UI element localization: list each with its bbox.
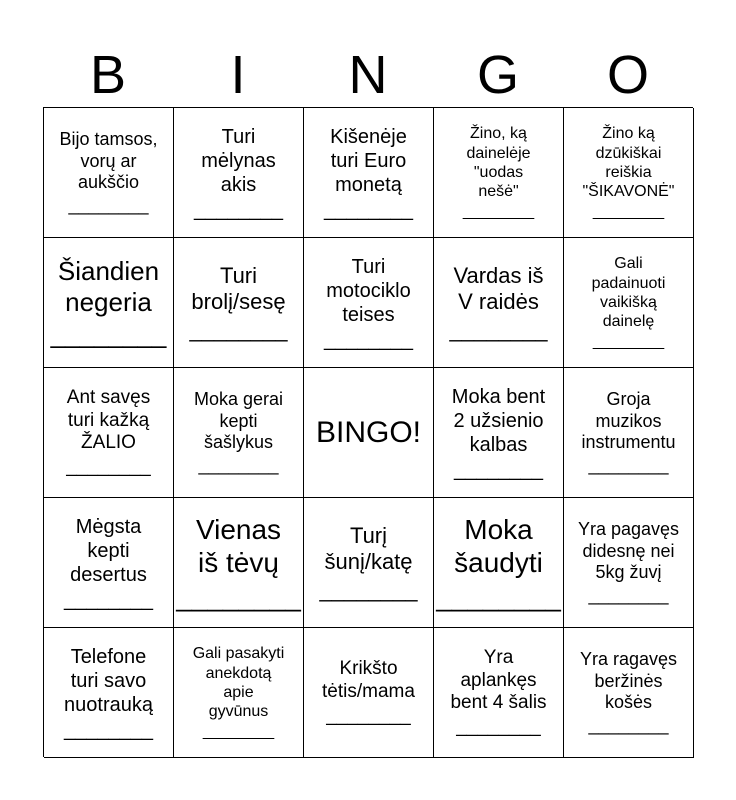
bingo-cell-r4c2[interactable] [174, 498, 304, 628]
cell-answer-line: ________ [66, 456, 151, 478]
bingo-cell-r4c5[interactable] [564, 498, 694, 628]
header-letter-b: B [89, 45, 127, 105]
header-letter-i: I [230, 45, 246, 105]
cell-answer-line: ________ [202, 723, 275, 741]
cell-answer-line: ________ [326, 704, 411, 726]
cell-text: Turi mėlynas akis [201, 125, 276, 196]
bingo-cell-r4c3[interactable] [304, 498, 434, 628]
cell-text: Vardas iš V raidės [453, 263, 544, 315]
bingo-cell-r5c3[interactable] [304, 628, 434, 758]
cell-answer-line: ________ [198, 454, 279, 475]
cell-answer-line: ________ [456, 716, 541, 738]
bingo-cell-r2c1[interactable] [44, 238, 174, 368]
bingo-cell-r5c5[interactable] [564, 628, 694, 758]
bingo-cell-r4c1[interactable] [44, 498, 174, 628]
cell-answer-line: ________ [592, 203, 665, 221]
cell-text: Šiandien negeria [57, 256, 160, 318]
bingo-cell-r5c2[interactable] [174, 628, 304, 758]
cell-answer-line: ________ [449, 316, 548, 342]
bingo-header [43, 44, 693, 106]
cell-text: Gali pasakyti anekdotą apie gyvūnus [192, 645, 285, 720]
bingo-cell-r3c1[interactable] [44, 368, 174, 498]
cell-answer-line: ________ [454, 458, 543, 481]
cell-answer-line: ________ [436, 580, 561, 612]
header-letter-o: O [606, 45, 649, 105]
bingo-free-space[interactable] [304, 368, 434, 498]
cell-answer-line: ________ [588, 454, 669, 475]
header-letter-g: G [476, 45, 519, 105]
cell-text: Yra ragavęs beržinės košės [579, 649, 678, 713]
cell-text: Moka gerai kepti šašlykus [193, 389, 284, 453]
cell-answer-line: ________ [324, 198, 413, 221]
header-letter-n: N [348, 45, 388, 105]
cell-answer-line: ________ [319, 576, 418, 602]
cell-text: Yra aplankęs bent 4 šalis [450, 646, 547, 714]
cell-text: Moka šaudyti [454, 513, 543, 579]
bingo-cell-r2c4[interactable] [434, 238, 564, 368]
cell-answer-line: ________ [189, 316, 288, 342]
cell-answer-line: ________ [176, 580, 301, 612]
cell-text: Yra pagavęs didesnę nei 5kg žuvį [577, 519, 680, 583]
bingo-cell-r3c4[interactable] [434, 368, 564, 498]
cell-text: Žino ką dzūkiškai reiškia "ŠIKAVONĖ" [582, 125, 675, 200]
cell-text: Kišenėje turi Euro monetą [330, 125, 407, 196]
bingo-cell-r1c1[interactable] [44, 108, 174, 238]
cell-text: Turį šunį/katę [324, 523, 413, 575]
cell-text: Moka bent 2 užsienio kalbas [451, 385, 546, 456]
bingo-cell-r5c4[interactable] [434, 628, 564, 758]
cell-answer-line: ________ [324, 328, 413, 351]
cell-answer-line: ________ [68, 194, 149, 215]
bingo-cell-r2c2[interactable] [174, 238, 304, 368]
bingo-board [43, 107, 693, 757]
cell-answer-line: ________ [592, 333, 665, 351]
bingo-cell-r3c2[interactable] [174, 368, 304, 498]
cell-text: Gali padainuoti vaikišką dainelę [591, 255, 666, 330]
cell-answer-line: ________ [588, 714, 669, 735]
bingo-cell-r5c1[interactable] [44, 628, 174, 758]
cell-text: Turi motociklo teises [326, 255, 411, 326]
bingo-cell-r2c3[interactable] [304, 238, 434, 368]
cell-text: Groja muzikos instrumentu [581, 389, 676, 453]
cell-text: Vienas iš tėvų [195, 513, 282, 579]
cell-text: Turi brolį/sesę [191, 263, 286, 315]
bingo-cell-r1c5[interactable] [564, 108, 694, 238]
cell-answer-line: ________ [588, 584, 669, 605]
cell-text: Krikšto tėtis/mama [322, 658, 415, 703]
bingo-cell-r1c3[interactable] [304, 108, 434, 238]
cell-answer-line: ________ [50, 319, 167, 350]
cell-text: Ant savęs turi kažką ŽALIO [66, 386, 151, 454]
cell-text: Telefone turi savo nuotrauką [64, 645, 153, 716]
cell-answer-line: ________ [194, 198, 283, 221]
bingo-cell-r1c4[interactable] [434, 108, 564, 238]
bingo-cell-r1c2[interactable] [174, 108, 304, 238]
bingo-cell-r3c5[interactable] [564, 368, 694, 498]
free-space-label: BINGO! [315, 415, 421, 449]
cell-answer-line: ________ [462, 203, 535, 221]
cell-answer-line: ________ [64, 718, 153, 741]
cell-text: Žino, ką dainelėje "uodas nešė" [466, 125, 531, 200]
cell-text: Bijo tamsos, vorų ar aukščio [59, 129, 158, 193]
bingo-cell-r4c4[interactable] [434, 498, 564, 628]
cell-text: Mėgsta kepti desertus [70, 515, 147, 586]
bingo-cell-r2c5[interactable] [564, 238, 694, 368]
cell-answer-line: ________ [64, 588, 153, 611]
